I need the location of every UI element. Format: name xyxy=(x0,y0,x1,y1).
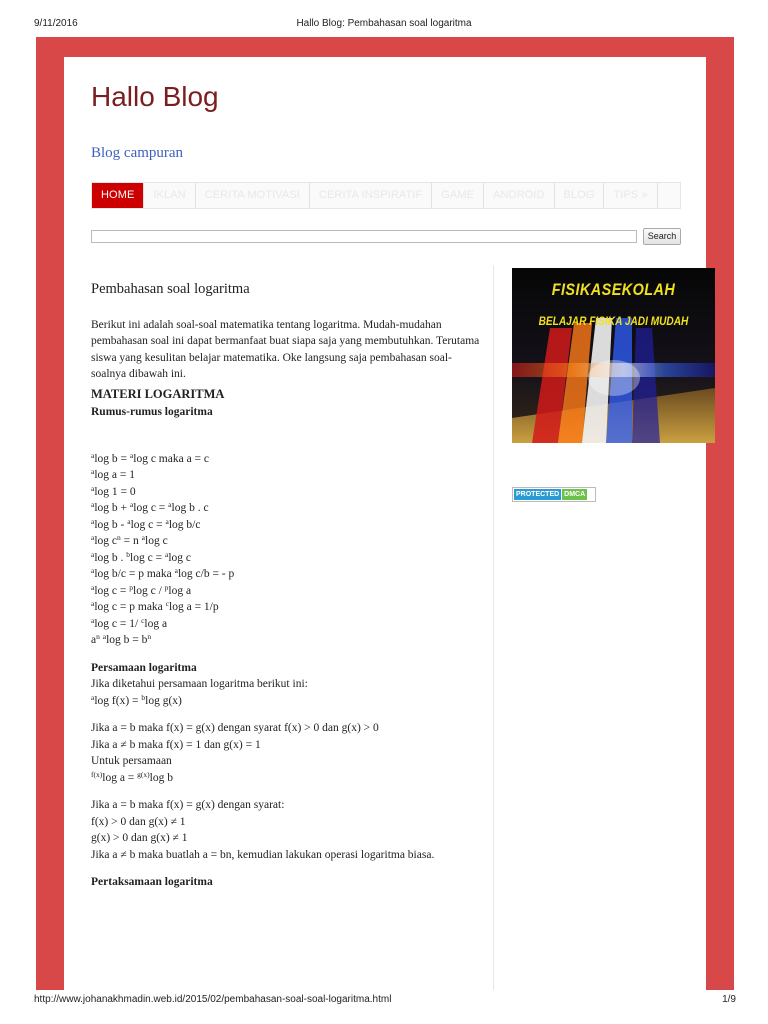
nav-item-tips[interactable] xyxy=(604,183,657,208)
nav-item-cerita-inspiratif[interactable]: CERITA INSPIRATIF xyxy=(310,183,432,208)
print-header xyxy=(0,0,768,34)
text-line: f(x) > 0 dan g(x) ≠ 1 xyxy=(91,815,186,828)
column-divider xyxy=(493,265,494,990)
banner-subtitle: BELAJAR FISIKA JADI MUDAH xyxy=(538,316,689,328)
post-title[interactable]: Pembahasan soal logaritma xyxy=(91,281,250,297)
blog-description: Blog campuran xyxy=(91,145,184,161)
dmca-logo: DMCA xyxy=(564,491,586,498)
chevron-right-icon: » xyxy=(641,189,648,201)
search-input[interactable] xyxy=(91,230,637,243)
post-intro: Berikut ini adalah soal-soal matematika tentang logaritma. Mudah-mudahan pembahasan soal ini dapat bermanfaat buat siapa saja yang membutuhkan. Terutama siswa yang kesulitan belajar matematika. Oke langsung saja pembahasan soal-soalnya dibawah ini. xyxy=(91,318,480,380)
formula-line: $^a$log c = $^p$log c / $^p$log a xyxy=(91,582,192,597)
formula-line: $^a$log f(x) = $^b$log g(x) xyxy=(91,692,182,707)
formula-line: $^a$log b + $^a$log c = $^a$log b . c xyxy=(91,500,209,514)
formula-line: $^a$log b = $^a$log c maka a = c xyxy=(91,450,210,465)
text-line: Untuk persamaan xyxy=(91,755,172,767)
formula-line: $a^n$ $^a$log $b = b^n$ xyxy=(91,632,152,646)
nav-item-cerita-motivasi[interactable]: CERITA MOTIVASI xyxy=(196,183,310,208)
text-line: g(x) > 0 dan g(x) ≠ 1 xyxy=(91,832,188,844)
nav-item-iklan[interactable]: IKLAN xyxy=(144,183,195,208)
formula-line: $^a$log 1 = 0 xyxy=(91,483,136,498)
heading-persamaan: Persamaan logaritma xyxy=(91,661,197,674)
formula-line: $^a$log a = 1 xyxy=(91,467,136,481)
nav-item-blog[interactable]: BLOG xyxy=(555,183,605,208)
text-line: Jika a ≠ b maka f(x) = 1 dan g(x) = 1 xyxy=(91,738,261,751)
formula-line: $^a$log c = p maka $^c$log a = 1/p xyxy=(91,599,219,613)
persamaan-intro: Jika diketahui persamaan logaritma berikut ini: xyxy=(91,678,308,690)
print-date: 9/11/2016 xyxy=(34,18,78,29)
nav-item-game[interactable]: GAME xyxy=(432,183,484,208)
dmca-protected-label: PROTECTED xyxy=(516,491,560,498)
banner-title: FISIKASEKOLAH xyxy=(551,280,676,299)
text-line: Jika a = b maka f(x) = g(x) dengan syarat f(x) > 0 dan g(x) > 0 xyxy=(91,722,379,734)
blog-content xyxy=(64,57,706,990)
print-page-title: Hallo Blog: Pembahasan soal logaritma xyxy=(296,18,472,29)
blog-post xyxy=(91,281,486,891)
formula-line: $^{f(x)}$log a = $^{g(x)}$log b xyxy=(91,769,173,784)
print-url: http://www.johanakhmadin.web.id/2015/02/pembahasan-soal-soal-logaritma.html xyxy=(34,994,392,1005)
text-line: Jika a = b maka f(x) = g(x) dengan syarat: xyxy=(91,799,285,811)
fisikasekolah-banner[interactable] xyxy=(512,268,715,443)
formula-line: $^a$log b/c = p maka $^a$log c/b = - p xyxy=(91,566,235,580)
formula-line: $^a$log c = 1/ $^c$log a xyxy=(91,615,168,630)
heading-pertaksamaan: Pertaksamaan logaritma xyxy=(91,876,213,888)
heading-materi: MATERI LOGARITMA xyxy=(91,386,225,401)
print-footer xyxy=(0,990,768,1024)
formula-line: $^a$log $c^n = n$ $^a$log c xyxy=(91,533,168,547)
formula-line: $^a$log b . $^b$log c = $^a$log c xyxy=(91,549,191,564)
nav-menu xyxy=(91,182,681,209)
nav-item-home[interactable]: HOME xyxy=(92,183,144,208)
nav-item-android[interactable]: ANDROID xyxy=(484,183,554,208)
text-line: Jika a ≠ b maka buatlah a = bn, kemudian lakukan operasi logaritma biasa. xyxy=(91,848,435,861)
nav-item-tips-label: TIPS xyxy=(613,189,639,201)
dmca-badge[interactable] xyxy=(512,487,596,502)
search-button[interactable]: Search xyxy=(643,228,681,245)
print-page-number: 1/9 xyxy=(722,994,736,1005)
formula-line: $^a$log b - $^a$log c = $^a$log b/c xyxy=(91,516,201,531)
blog-title[interactable]: Hallo Blog xyxy=(91,81,219,112)
heading-rumus: Rumus-rumus logaritma xyxy=(91,406,213,418)
